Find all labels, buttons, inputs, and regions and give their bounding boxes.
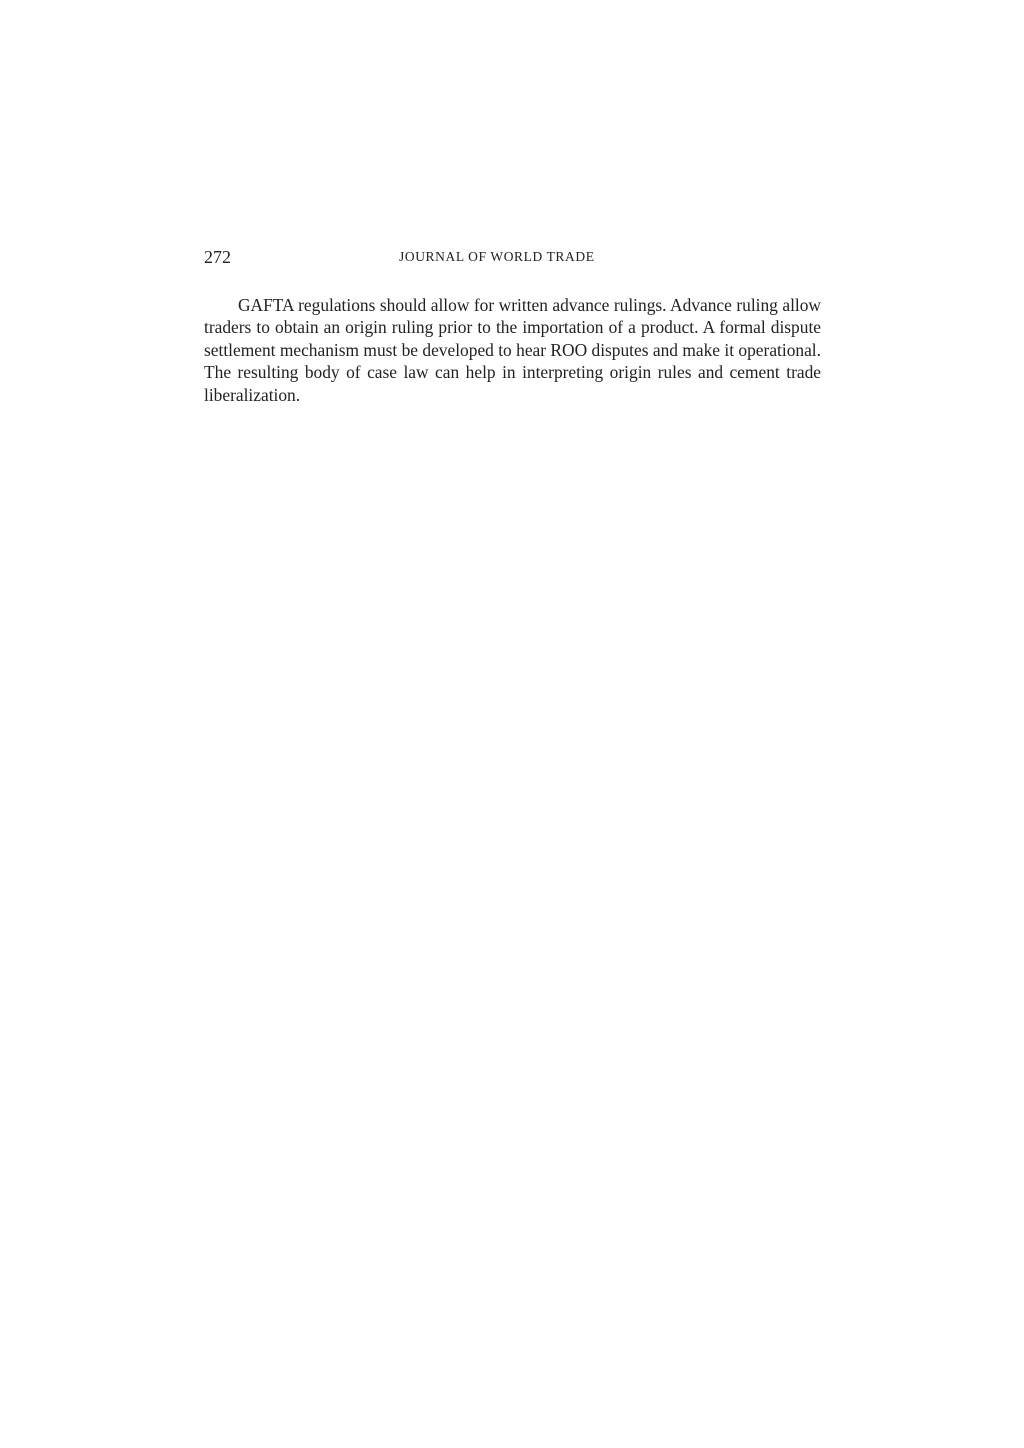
body-paragraph: GAFTA regulations should allow for written advance rulings. Advance ruling allow traders to obtain an origin ruling prior to the importation of a product. A formal dispute settlement mechanism must be developed to hear ROO disputes and make it operational. The resulting body of case law can help in interpreting origin rules and cement trade liberalization. xyxy=(204,295,821,405)
page-number: 272 xyxy=(204,247,231,267)
running-header: JOURNAL OF WORLD TRADE xyxy=(399,249,595,264)
